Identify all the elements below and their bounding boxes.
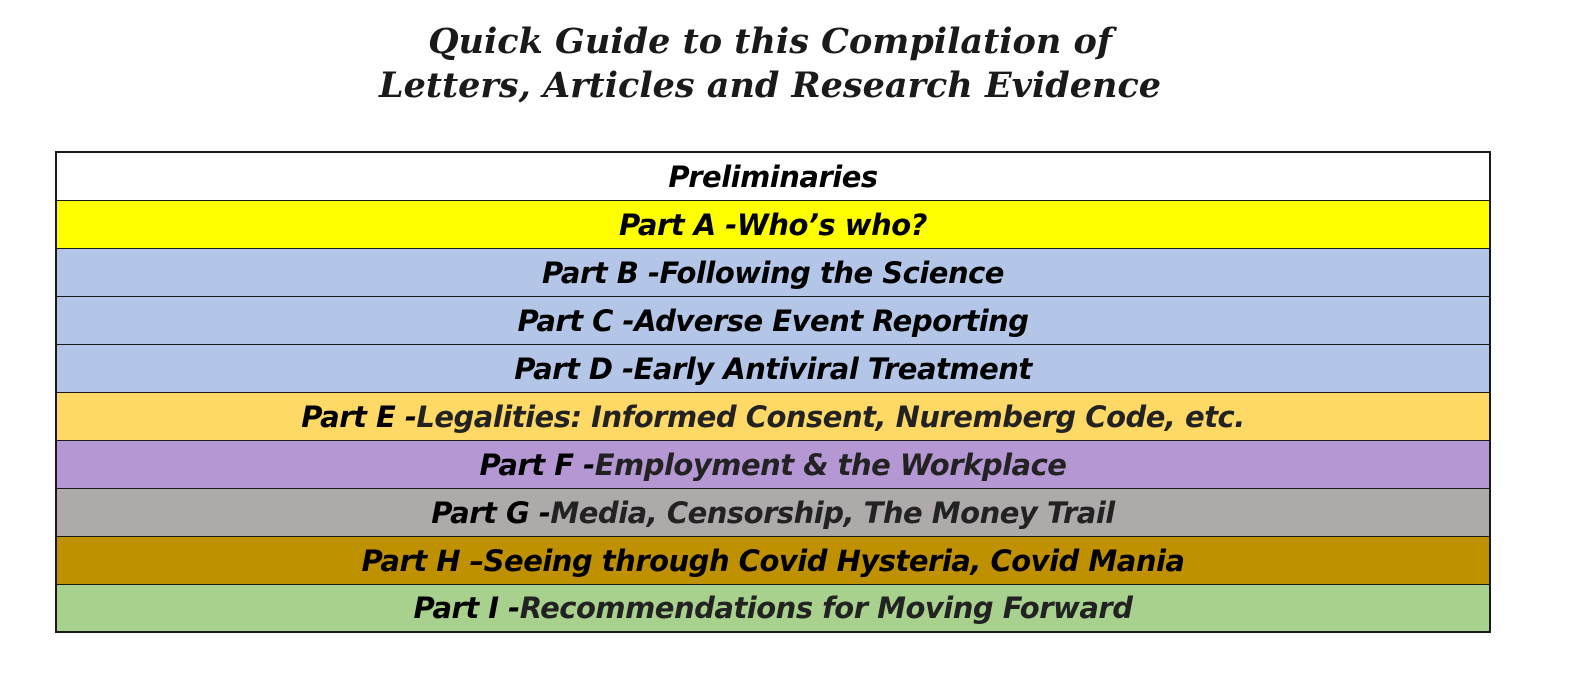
row-part-label: Part F - xyxy=(479,447,595,482)
row-topic: Preliminaries xyxy=(668,159,878,194)
row-part-label: Part I - xyxy=(413,591,520,625)
row-part-label: Part H – xyxy=(361,543,484,578)
row-part-label: Part A - xyxy=(619,207,737,242)
row-part-d xyxy=(57,345,1489,393)
row-topic: Following the Science xyxy=(659,255,1004,290)
row-part-a xyxy=(57,201,1489,249)
row-topic: Seeing through Covid Hysteria, Covid Mania xyxy=(483,543,1185,578)
row-part-f xyxy=(57,441,1489,489)
row-part-h xyxy=(57,537,1489,585)
row-topic: Early Antiviral Treatment xyxy=(633,351,1032,386)
row-part-c xyxy=(57,297,1489,345)
row-part-label: Part C - xyxy=(517,303,635,338)
row-part-label: Part D - xyxy=(514,351,634,386)
row-topic: Adverse Event Reporting xyxy=(634,303,1029,338)
row-topic: Who’s who? xyxy=(736,207,927,242)
row-topic: Legalities: Informed Consent, Nuremberg Code, etc. xyxy=(416,399,1245,434)
row-preliminaries xyxy=(57,153,1489,201)
row-part-e xyxy=(57,393,1489,441)
row-part-label: Part B - xyxy=(542,255,660,290)
row-topic: Employment & the Workplace xyxy=(594,447,1067,482)
row-part-b xyxy=(57,249,1489,297)
row-topic: Media, Censorship, The Money Trail xyxy=(550,495,1115,530)
guide-table xyxy=(55,151,1491,633)
title-line-1: Quick Guide to this Compilation of xyxy=(428,21,1112,62)
row-topic: Recommendations for Moving Forward xyxy=(519,591,1133,625)
title-line-2: Letters, Articles and Research Evidence xyxy=(378,65,1162,106)
row-part-label: Part G - xyxy=(431,495,551,530)
row-part-label: Part E - xyxy=(301,399,417,434)
row-part-g xyxy=(57,489,1489,537)
row-part-i xyxy=(57,585,1489,631)
page-title xyxy=(0,20,1540,108)
